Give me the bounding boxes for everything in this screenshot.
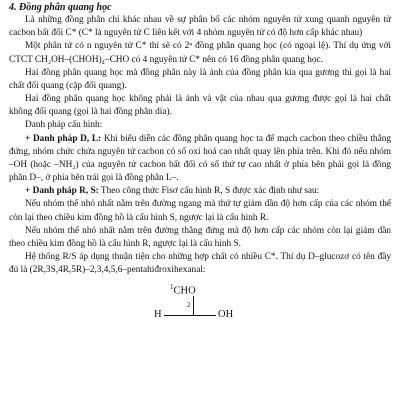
paragraph-glucose-example: Hệ thống R/S áp dụng thuận tiện cho những hợp chất có nhiều C*. Thí dụ D–glucozơ có tên đầy đủ là (2R,3S,4R,5R)–2,3,4,5,6–pentahiđroxihexanal:	[9, 251, 391, 276]
fischer-right-oh: OH	[218, 309, 234, 321]
fischer-projection	[9, 277, 391, 327]
fischer-left-h: H	[154, 309, 162, 321]
c1-group: CHO	[173, 285, 196, 297]
paragraph-definition: Là những đồng phân chỉ khác nhau về sự phân bố các nhóm nguyên tử xung quanh nguyên tử cacbon bất đối C* (C* là nguyên tử C liên kết với 4 nhóm nguyên tử có độ hơn cấp khác nhau)	[9, 15, 391, 39]
paragraph-count-rule: Một phân tử có n nguyên tử C* thì sẽ có 2ⁿ đồng phân quang học (có ngoại lệ). Thí dụ ứng với CTCT CH₂OH–(CHOH)₄–CHO có 4 nguyên tử C* nên có 16 đồng phân quang học.	[9, 41, 391, 65]
fischer-c1	[170, 281, 196, 298]
paragraph-dl-nomenclature	[9, 133, 391, 186]
paragraph-rs-nomenclature	[9, 185, 391, 198]
dl-heading: + Danh pháp D, L:	[25, 133, 102, 144]
paragraph-diastereomer: Hai đồng phân quang học không phải là ảnh và vật của nhau qua gương được gọi là hai chất không đối quang (gọi là hai đồng phân dia).	[9, 94, 391, 118]
fischer-horizontal-bond	[164, 315, 216, 316]
rs-heading: + Danh pháp R, S:	[25, 186, 99, 197]
section-heading: 4. Đồng phân quang học	[9, 2, 112, 13]
paragraph-nomenclature-intro: Danh pháp cấu hình:	[25, 120, 103, 131]
paragraph-enantiomer: Hai đồng phân quang học mà đồng phân này là ảnh của đồng phân kia qua gương thì gọi là hai chất đối quang (cặp đối quang).	[9, 67, 391, 91]
paragraph-rs-horizontal: Nếu nhóm thế nhỏ nhất nằm trên đường ngang mà thứ tự giảm dần độ hơn cấp của các nhóm thế còn lại theo chiều kim đồng hồ là cấu hình S, ngược lại là cấu hình R.	[9, 199, 391, 223]
c2-number: 2	[187, 301, 191, 310]
rs-text: Theo công thức Fisơ cấu hình R, S được xác định như sau:	[98, 186, 320, 197]
dl-text: Khi biểu diễn các đồng phân quang học ta để mạch cacbon theo chiều thẳng đứng, nhóm chức chứa nguyên tử cacbon có số oxi hoá cao nhất quay lên phía trên. Khi đó nếu nhóm –OH (hoặc –NH₂) của nguyên tử cacbon bất đối có số thứ tự cao nhất ở phía bên phải gọi là đồng phân D–, ở phía bên trái gọi là đồng phân L–.	[9, 133, 391, 184]
paragraph-rs-vertical: Nếu nhóm thế nhỏ nhất nằm trên đường thẳng đứng mà độ hơn cấp các nhóm còn lại giảm dần theo chiều kim đồng hồ là cấu hình R, ngược lại là cấu hình S.	[9, 225, 391, 249]
c1-number: 1	[170, 283, 174, 292]
fischer-vertical-bond	[193, 296, 194, 315]
